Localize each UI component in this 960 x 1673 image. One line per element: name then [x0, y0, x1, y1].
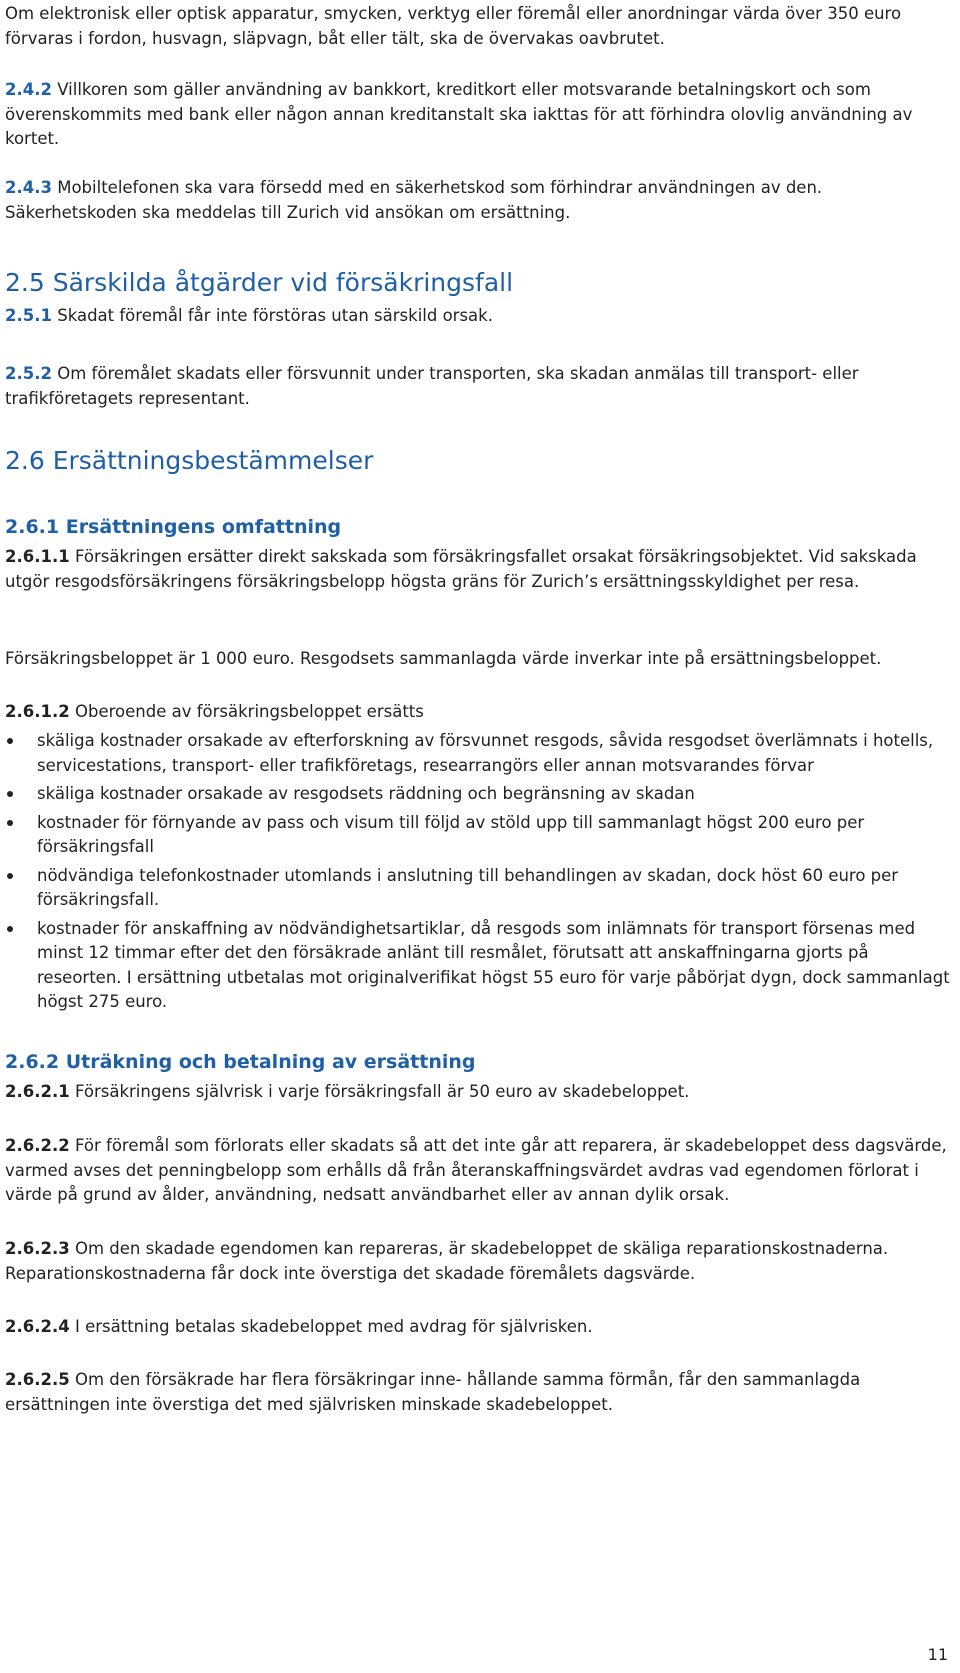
clause-text: Försäkringens självrisk i varje försäkringsfall är 50 euro av skadebeloppet.: [69, 1082, 690, 1101]
list-item-text: kostnader för förnyande av pass och visum till följd av stöld upp till sammanlagt högst 200 euro per försäkringsfall: [37, 812, 865, 856]
bullet-icon: [7, 873, 13, 879]
clause-number: 2.5.2: [5, 364, 52, 383]
list-item-text: nödvändiga telefonkostnader utomlands i anslutning till behandlingen av skadan, dock höst 60 euro per försäkringsfall.: [37, 865, 899, 909]
clause-2-6-1-1: [5, 545, 950, 594]
bullet-icon: [7, 738, 13, 744]
list-item-text: kostnader för anskaffning av nödvändighetsartiklar, då resgods som inlämnats för transport försenas med minst 12 timmar efter det den försäkrade anlänt till resmålet, förutsatt att anskaffningarna gjorts på reseorten. I ersättning utbetalas mot originalverifikat högst 55 euro för varje påbörjat dygn, dock sammanlagt högst 275 euro.: [37, 918, 950, 1011]
clause-2-6-1-2: [5, 700, 950, 725]
subsection-heading-2-6-2: 2.6.2 Uträkning och betalning av ersättning: [5, 1051, 476, 1073]
clause-text: Om föremålet skadats eller försvunnit under transporten, ska skadan anmälas till transport- eller trafikföretagets representant.: [5, 364, 859, 408]
clause-number: 2.6.2.5: [5, 1370, 70, 1389]
clause-text: Försäkringen ersätter direkt sakskada som försäkringsfallet orsakat försäkringsobjektet. Vid sakskada utgör resgodsförsäkringens försäkringsbelopp högsta gräns för Zurich’s ersättningsskyldighet per resa.: [5, 547, 917, 591]
clause-number: 2.6.2.2: [5, 1136, 70, 1155]
clause-number: 2.6.1.2: [5, 702, 70, 721]
clause-2-6-2-3: [5, 1237, 950, 1286]
list-item: [5, 782, 950, 807]
list-item: [5, 811, 950, 860]
list-item-text: skäliga kostnader orsakade av resgodsets räddning och begränsning av skadan: [37, 784, 695, 803]
clause-text: Villkoren som gäller användning av bankkort, kreditkort eller motsvarande betalningskort och som överenskommits med bank eller någon annan kreditanstalt ska iakttas för att förhindra olovlig användning av kortet.: [5, 80, 913, 148]
bullet-icon: [7, 791, 13, 797]
clause-number: 2.6.2.1: [5, 1082, 70, 1101]
clause-text: I ersättning betalas skadebeloppet med avdrag för självrisken.: [69, 1317, 593, 1336]
clause-number: 2.6.2.4: [5, 1317, 70, 1336]
clause-2-4-2: [5, 78, 950, 152]
clause-text: Oberoende av försäkringsbeloppet ersätts: [69, 702, 424, 721]
clause-2-6-2-1: [5, 1080, 950, 1105]
list-item: [5, 729, 950, 778]
list-item: [5, 917, 950, 1015]
clause-text: Om den försäkrade har flera försäkringar inne- hållande samma förmån, får den sammanlagda ersättningen inte överstiga det med självrisken minskade skadebeloppet.: [5, 1370, 861, 1414]
bullet-icon: [7, 820, 13, 826]
clause-2-5-2: [5, 362, 950, 411]
clause-2-6-2-5: [5, 1368, 950, 1417]
clause-2-6-2-4: [5, 1315, 950, 1340]
clause-2-4-3: [5, 176, 950, 225]
clause-number: 2.6.1.1: [5, 547, 70, 566]
clause-number: 2.4.2: [5, 80, 52, 99]
clause-text: Skadat föremål får inte förstöras utan särskild orsak.: [51, 306, 493, 325]
compensation-list: [5, 729, 950, 1019]
amount-paragraph: Försäkringsbeloppet är 1 000 euro. Resgodsets sammanlagda värde inverkar inte på ersättningsbeloppet.: [5, 649, 882, 668]
intro-paragraph: Om elektronisk eller optisk apparatur, smycken, verktyg eller föremål eller anordningar värda över 350 euro förvaras i fordon, husvagn, släpvagn, båt eller tält, ska de övervakas oavbrutet.: [5, 4, 902, 48]
clause-number: 2.6.2.3: [5, 1239, 70, 1258]
clause-text: Om den skadade egendomen kan repareras, är skadebeloppet de skäliga reparationskostnaderna. Reparationskostnaderna får dock inte överstiga det skadade föremålets dagsvärde.: [5, 1239, 889, 1283]
clause-number: 2.5.1: [5, 306, 52, 325]
clause-number: 2.4.3: [5, 178, 52, 197]
section-heading-2-5: 2.5 Särskilda åtgärder vid försäkringsfall: [5, 268, 514, 297]
clause-text: Mobiltelefonen ska vara försedd med en säkerhetskod som förhindrar användningen av den. Säkerhetskoden ska meddelas till Zurich vid ansökan om ersättning.: [5, 178, 823, 222]
clause-text: För föremål som förlorats eller skadats så att det inte går att reparera, är skadebeloppet dess dagsvärde, varmed avses det penningbelopp som erhålls då från återanskaffningsvärdet avdras vad egendomen förlorat i värde på grund av ålder, användning, nedsatt användbarhet eller av annan dylik orsak.: [5, 1136, 947, 1204]
bullet-icon: [7, 926, 13, 932]
clause-2-5-1: [5, 304, 950, 329]
subsection-heading-2-6-1: 2.6.1 Ersättningens omfattning: [5, 516, 342, 538]
section-heading-2-6: 2.6 Ersättningsbestämmelser: [5, 446, 374, 475]
page-number: 11: [927, 1645, 948, 1664]
clause-2-6-2-2: [5, 1134, 950, 1208]
list-item-text: skäliga kostnader orsakade av efterforskning av försvunnet resgods, såvida resgodset överlämnats i hotells, servicestations, transport- eller trafikföretags, researrangörs eller annan motsvarandes förvar: [37, 731, 934, 775]
list-item: [5, 864, 950, 913]
